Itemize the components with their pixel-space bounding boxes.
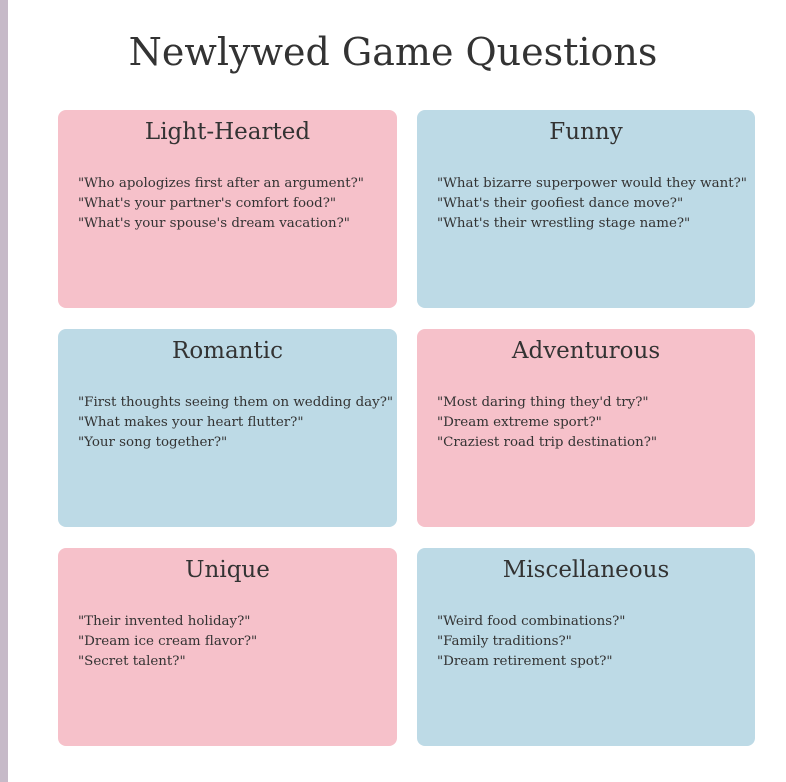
card-title: Adventurous: [511, 338, 661, 364]
card-romantic: [58, 329, 397, 527]
card-adventurous: [417, 329, 755, 527]
left-edge-strip: [0, 0, 8, 782]
question-item: "Who apologizes first after an argument?": [78, 176, 364, 191]
question-item: "Dream extreme sport?": [437, 415, 602, 430]
card-light-hearted: [58, 110, 397, 308]
question-item: "Weird food combinations?": [437, 614, 626, 629]
card-title: Miscellaneous: [502, 557, 670, 583]
question-item: "Your song together?": [78, 435, 228, 450]
category-grid: [58, 110, 755, 746]
question-item: "What's their wrestling stage name?": [437, 216, 691, 231]
question-list: [78, 612, 377, 672]
card-title: Light-Hearted: [144, 119, 311, 145]
question-item: "Most daring thing they'd try?": [437, 395, 649, 410]
question-item: "Dream ice cream flavor?": [78, 634, 258, 649]
question-list: [437, 174, 747, 234]
question-item: "What's your spouse's dream vacation?": [78, 216, 350, 231]
question-item: "Their invented holiday?": [78, 614, 251, 629]
card-funny: [417, 110, 755, 308]
question-item: "What bizarre superpower would they want?": [437, 176, 747, 191]
question-item: "Craziest road trip destination?": [437, 435, 658, 450]
card-title: Unique: [185, 557, 270, 583]
question-list: [78, 393, 394, 453]
question-item: "Secret talent?": [78, 654, 186, 669]
question-item: "First thoughts seeing them on wedding day?": [78, 395, 394, 410]
card-title: Romantic: [172, 338, 283, 364]
page-title: Newlywed Game Questions: [128, 30, 658, 74]
question-list: [437, 393, 735, 453]
question-item: "Dream retirement spot?": [437, 654, 613, 669]
question-list: [437, 612, 735, 672]
question-list: [78, 174, 377, 234]
card-unique: [58, 548, 397, 746]
card-miscellaneous: [417, 548, 755, 746]
question-item: "What's their goofiest dance move?": [437, 196, 684, 211]
card-title: Funny: [549, 119, 623, 145]
question-item: "What's your partner's comfort food?": [78, 196, 337, 211]
question-item: "What makes your heart flutter?": [78, 415, 304, 430]
question-item: "Family traditions?": [437, 634, 572, 649]
